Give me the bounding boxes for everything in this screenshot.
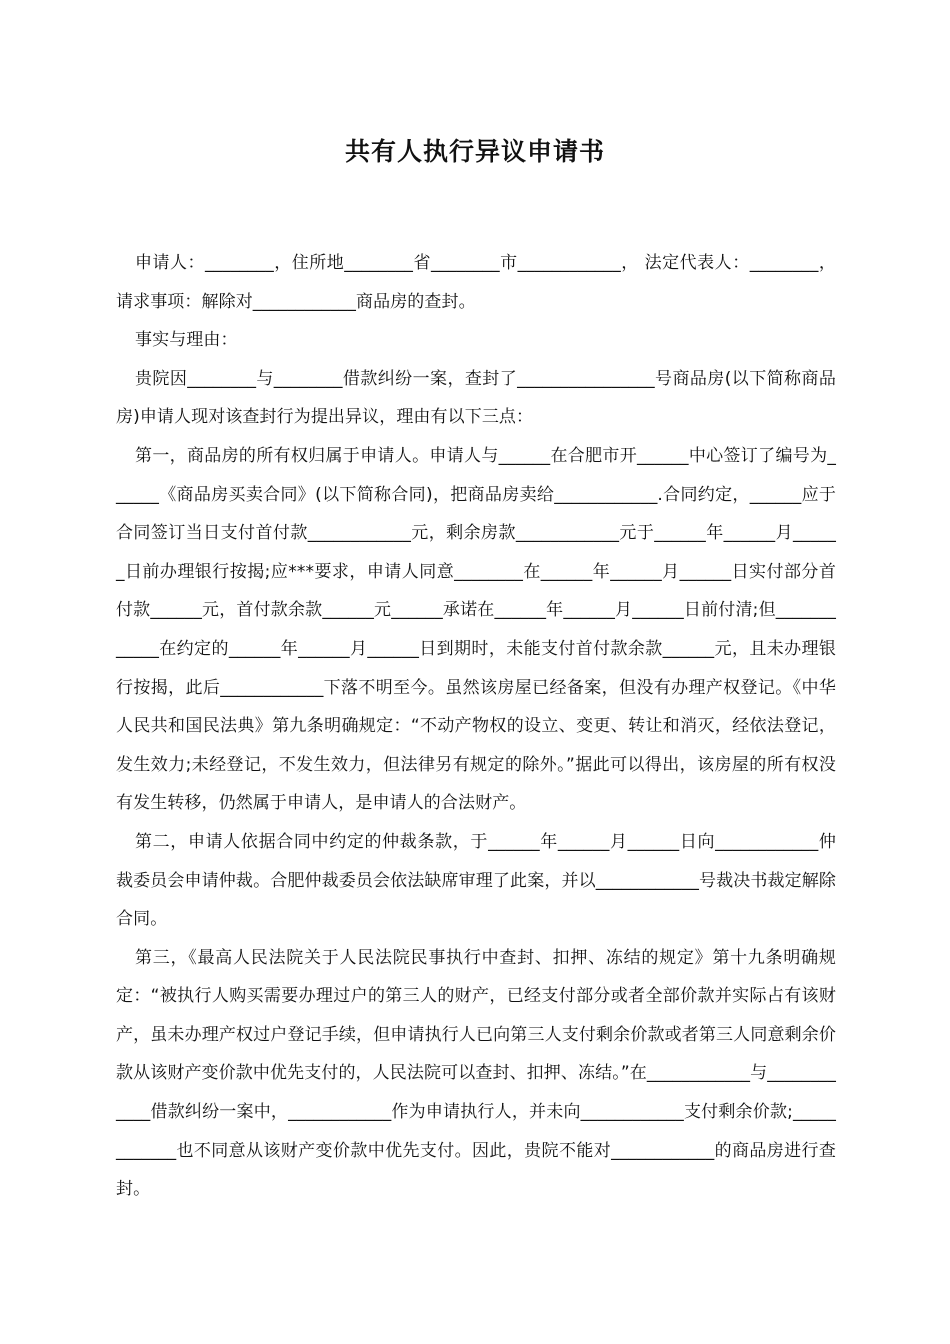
reason-two-paragraph: 第二，申请人依据合同中约定的仲裁条款，于______年______月______日向____________仲裁委员会申请仲裁。合肥仲裁委员会依法缺席审理了此案，并以____________号裁决书裁定解除合同。 bbox=[116, 831, 836, 930]
facts-heading: 事实与理由： bbox=[135, 330, 238, 351]
reason-three-paragraph: 第三，《最高人民法院关于人民法院民事执行中查封、扣押、冻结的规定》第十九条明确规定：“被执行人购买需要办理过户的第三人的财产，已经支付部分或者全部价款并实际占有该财产，虽未办理产权过户登记手续，但申请执行人已向第三人支付剩余价款或者第三人同意剩余价款从该财产变价款中优先支付的，人民法院可以查封、扣押、冻结。”在____________与____________借款纠纷一案中，____________作为申请执行人，并未向____________支付剩余价款;____________也不同意从该财产变价款中优先支付。因此，贵院不能对____________的商品房进行查封。 bbox=[116, 947, 836, 1200]
reason-one-paragraph: 第一，商品房的所有权归属于申请人。申请人与______在合肥市开______中心签订了编号为______《商品房买卖合同》(以下简称合同)，把商品房卖给____________.合同约定，______应于合同签订当日支付首付款____________元，剩余房款____________元于______年______月______日前办理银行按揭;应***要求，申请人同意________在______年______月______日实付部分首付款______元，首付款余款______元______承诺在______年______月______日前付清;但____________在约定的______年______月______日到期时，未能支付首付款余款______元，且未办理银行按揭，此后____________下落不明至今。虽然该房屋已经备案，但没有办理产权登记。《中华人民共和国民法典》第九条明确规定：“不动产物权的设立、变更、转让和消灭，经依法登记，发生效力;未经登记，不发生效力，但法律另有规定的除外。”据此可以得出，该房屋的所有权没有发生转移，仍然属于申请人，是申请人的合法财产。 bbox=[116, 445, 836, 814]
document-title: 共有人执行异议申请书 bbox=[344, 137, 605, 166]
document-body bbox=[116, 244, 836, 1209]
applicant-paragraph: 申请人：________，住所地________省________市____________， 法定代表人：________，请求事项：解除对____________商品房的查封。 bbox=[116, 253, 836, 312]
case-intro-paragraph: 贵院因________与________借款纠纷一案，查封了________________号商品房(以下简称商品房)申请人现对该查封行为提出异议，理由有以下三点： bbox=[116, 368, 836, 428]
